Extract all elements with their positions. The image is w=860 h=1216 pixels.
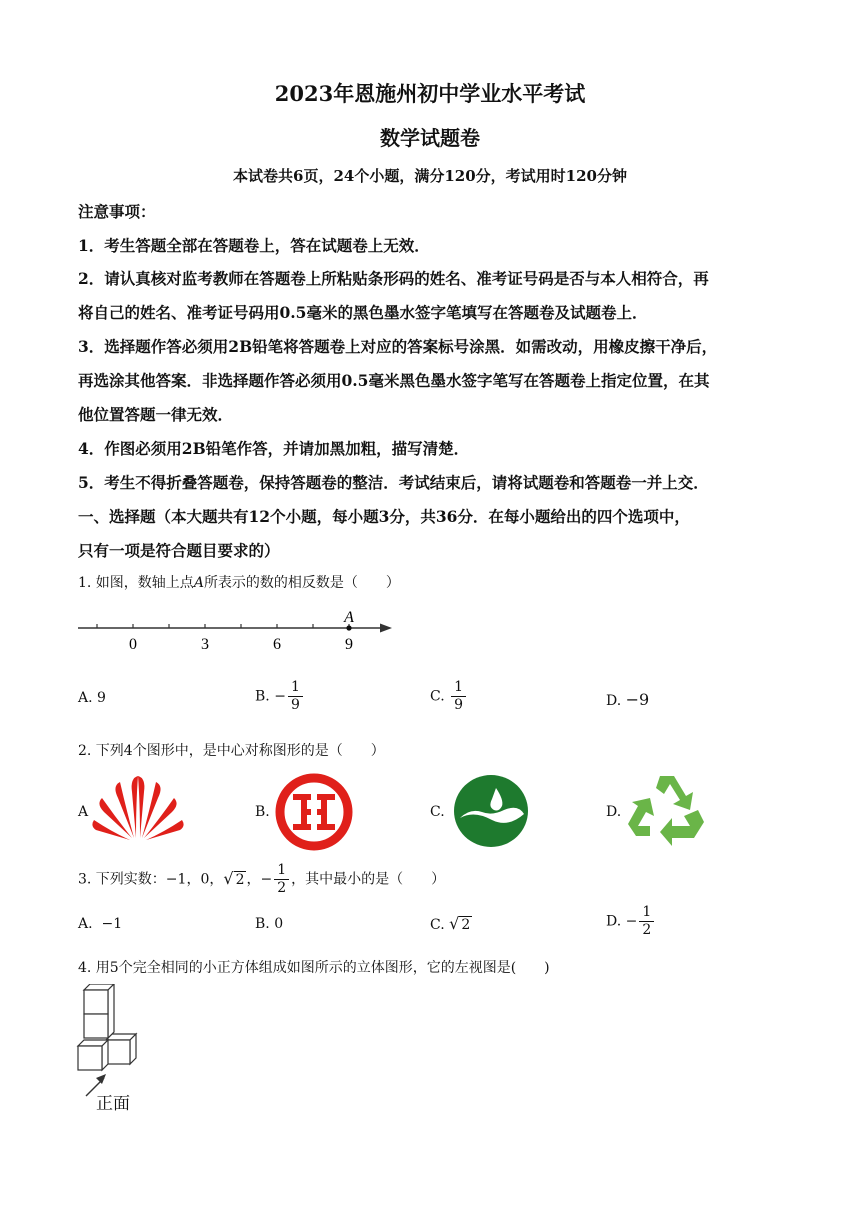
option-label: C. xyxy=(430,917,445,933)
denominator: 9 xyxy=(454,697,464,713)
recycle-logo-icon xyxy=(626,772,706,848)
minus-sign: − xyxy=(274,688,286,705)
q1-stem-a: 1. 如图，数轴上点 xyxy=(78,575,194,591)
exam-subtitle: 数学试题卷 xyxy=(380,126,480,150)
huawei-logo-icon xyxy=(92,772,184,844)
option-label: D. xyxy=(606,913,622,930)
q3-stem xyxy=(78,862,445,897)
option-label: B. xyxy=(255,916,270,932)
tick-label: 0 xyxy=(129,636,137,653)
q1-stem xyxy=(78,572,400,592)
note-line: 再选涂其他答案．非选择题作答必须用0.5毫米黑色墨水签字笔写在答题卷上指定位置，在其 xyxy=(78,371,710,390)
note-line: 3．选择题作答必须用2B铅笔将答题卷上对应的答案标号涂黑．如需改动，用橡皮擦干净后， xyxy=(78,337,718,356)
denominator: 2 xyxy=(642,922,652,938)
q1-stem-b: 所表示的数的相反数是（ ） xyxy=(203,575,400,591)
fraction xyxy=(639,904,654,939)
q4-stem: 4. 用5个完全相同的小正方体组成如图所示的立体图形，它的左视图是( ) xyxy=(78,960,550,976)
q1-stem-var: A xyxy=(193,575,204,591)
number-line-arrow xyxy=(380,624,392,633)
front-view-label: 正面 xyxy=(96,1094,130,1114)
note-line: 4．作图必须用2B铅笔作答，并请加黑加粗，描写清楚． xyxy=(78,439,470,458)
fraction xyxy=(451,679,466,714)
number-line-figure xyxy=(74,604,404,654)
option-label: D. xyxy=(606,693,622,709)
option-value: 0 xyxy=(274,916,284,932)
note-line: 将自己的姓名、准考证号码用0.5毫米的黑色墨水签字笔填写在答题卷及试题卷上． xyxy=(78,303,648,322)
notes-heading-text: 注意事项： xyxy=(78,202,156,221)
note-line: 他位置答题一律无效． xyxy=(78,405,234,424)
radical-sign-icon: √ xyxy=(223,868,234,888)
q3-option-b xyxy=(255,916,283,932)
front-arrow-head xyxy=(96,1074,106,1084)
note-line: 1．考生答题全部在答题卷上，答在试题卷上无效． xyxy=(78,236,430,255)
radicand: 2 xyxy=(461,917,471,933)
note-line: 5．考生不得折叠答题卷，保持答题卷的整洁．考试结束后，请将试题卷和答题卷一并上交． xyxy=(78,473,709,492)
radical-sign-icon: √ xyxy=(449,914,460,933)
option-label: A. xyxy=(78,690,93,706)
section-heading: 一、选择题（本大题共有12个小题，每小题3分，共36分．在每小题给出的四个选项中， xyxy=(78,507,690,526)
numerator: 1 xyxy=(274,862,289,880)
exam-info: 本试卷共6页，24个小题，满分120分，考试用时120分钟 xyxy=(233,167,627,185)
q2-option-b-label: B. xyxy=(255,804,270,820)
denominator: 9 xyxy=(290,697,300,713)
option-value: −1 xyxy=(101,916,123,932)
icbc-logo-icon xyxy=(273,771,355,853)
q1-option-b xyxy=(255,679,305,714)
fraction xyxy=(274,862,289,897)
note-line: 2．请认真核对监考教师在答题卷上所粘贴条形码的姓名、准考证号码是否与本人相符合，再 xyxy=(78,269,709,288)
numerator: 1 xyxy=(639,904,654,922)
notes-heading xyxy=(78,200,156,222)
q2-option-c-label: C. xyxy=(430,804,445,820)
exam-title: 2023年恩施州初中学业水平考试 xyxy=(274,81,586,106)
q2-option-d-label: D. xyxy=(606,804,622,820)
q2-stem: 2. 下列4个图形中，是中心对称图形的是（ ） xyxy=(78,743,385,759)
option-label: C. xyxy=(430,688,445,705)
sqrt-expr xyxy=(449,914,472,933)
tick-label: 9 xyxy=(345,636,353,653)
section-heading-cont: 只有一项是符合题目要求的） xyxy=(78,541,280,560)
numerator: 1 xyxy=(288,679,303,697)
tick-label: 6 xyxy=(273,636,281,653)
q3-option-a xyxy=(78,916,122,932)
water-drop-logo-icon xyxy=(452,774,530,848)
q3-stem-a: 3. 下列实数：−1，0， xyxy=(78,871,224,888)
denominator: 2 xyxy=(277,880,287,896)
q3-stem-b: ，其中最小的是（ ） xyxy=(291,871,446,888)
q3-option-d xyxy=(606,904,656,939)
fraction xyxy=(288,679,303,714)
minus-sign: − xyxy=(625,913,638,930)
option-label: B. xyxy=(255,688,270,705)
q3-option-c xyxy=(430,914,472,933)
point-a-dot xyxy=(346,625,351,630)
radicand: 2 xyxy=(235,871,245,888)
minus-sign: − xyxy=(260,871,273,888)
q1-option-a xyxy=(78,690,106,706)
option-value: −9 xyxy=(625,690,650,709)
option-label: A. xyxy=(78,916,93,932)
q2-option-a-label: A xyxy=(78,804,89,820)
numerator: 1 xyxy=(451,679,466,697)
point-a-label: A xyxy=(344,609,354,626)
option-value: 9 xyxy=(97,690,106,706)
q1-option-c xyxy=(430,679,468,714)
tick-label: 3 xyxy=(201,636,209,653)
q1-option-d xyxy=(606,690,649,709)
q3-stem-sep: ， xyxy=(246,871,261,888)
sqrt-expr xyxy=(223,869,246,888)
